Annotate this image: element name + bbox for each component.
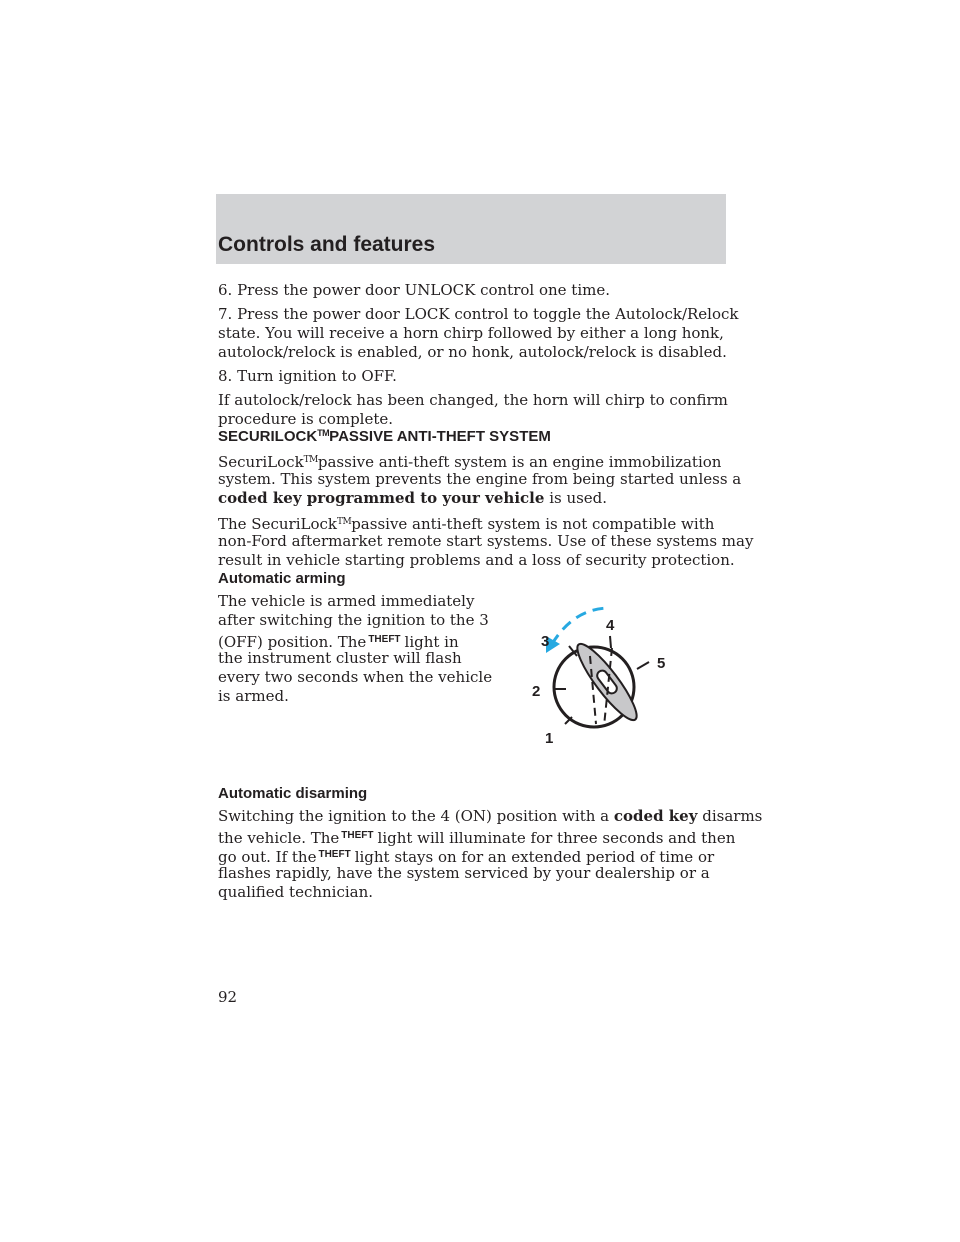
securilock-heading-prefix: SECURILOCK — [218, 428, 318, 445]
step-7-line-2: state. You will receive a horn chirp followed by either a long honk, — [218, 324, 724, 342]
rotation-arrow — [552, 608, 610, 644]
disarming-line-1 — [218, 807, 762, 826]
securilock-heading-suffix: PASSIVE ANTI-THEFT SYSTEM — [329, 428, 551, 445]
step-8: 8. Turn ignition to OFF. — [218, 367, 397, 385]
step-7-line-3: autolock/relock is enabled, or no honk, autolock/relock is disabled. — [218, 343, 727, 361]
confirm-line-2: procedure is complete. — [218, 410, 394, 428]
ignition-diagram-svg — [510, 596, 710, 756]
text-fragment: disarms — [702, 807, 763, 825]
arming-line-2: after switching the ignition to the 3 — [218, 611, 489, 629]
text-fragment: The SecuriLock — [218, 515, 337, 533]
tick-5 — [637, 662, 649, 669]
page-title: Controls and features — [218, 233, 436, 256]
theft-light-label: THEFT — [341, 830, 374, 841]
step-6: 6. Press the power door UNLOCK control one time. — [218, 281, 610, 299]
arming-line-4: the instrument cluster will flash — [218, 649, 462, 667]
securilock-heading — [218, 428, 551, 445]
arming-line-6: is armed. — [218, 687, 289, 705]
text-fragment: go out. If the — [218, 848, 317, 866]
position-label-5: 5 — [657, 655, 666, 672]
securilock-p2-line-1 — [218, 513, 714, 534]
text-fragment: SecuriLock — [218, 453, 304, 471]
text-fragment: is used. — [549, 489, 608, 507]
trademark-mark: TM — [317, 428, 330, 438]
text-fragment: Switching the ignition to the 4 (ON) position with a — [218, 807, 610, 825]
text-fragment: the vehicle. The — [218, 829, 340, 847]
securilock-p1-line-1 — [218, 451, 721, 472]
confirm-line-1: If autolock/relock has been changed, the horn will chirp to confirm — [218, 391, 728, 409]
securilock-p1-line-2: system. This system prevents the engine from being started unless a — [218, 470, 742, 488]
text-fragment: passive anti-theft system is an engine immobilization — [317, 453, 722, 471]
automatic-arming-heading: Automatic arming — [218, 570, 346, 587]
ignition-diagram — [510, 596, 710, 756]
bold-text: coded key — [613, 807, 698, 825]
position-label-4: 4 — [606, 617, 615, 634]
securilock-p1-line-3 — [218, 489, 607, 508]
arming-line-1: The vehicle is armed immediately — [218, 592, 475, 610]
trademark-mark: TM — [336, 517, 352, 527]
automatic-disarming-heading: Automatic disarming — [218, 785, 368, 802]
securilock-p2-line-3: result in vehicle starting problems and a loss of security protection. — [218, 551, 735, 569]
page-number: 92 — [218, 988, 238, 1006]
text-fragment: passive anti-theft system is not compatible with — [351, 515, 715, 533]
text-fragment: light will illuminate for three seconds and then — [377, 829, 736, 847]
tick-4 — [610, 636, 611, 648]
arming-line-5: every two seconds when the vehicle — [218, 668, 493, 686]
theft-light-label: THEFT — [318, 849, 351, 860]
securilock-p2-line-2: non-Ford aftermarket remote start systems. Use of these systems may — [218, 532, 754, 550]
disarming-line-5: qualified technician. — [218, 883, 374, 901]
text-fragment: light in — [404, 633, 459, 651]
text-fragment: light stays on for an extended period of time or — [354, 848, 715, 866]
text-fragment: (OFF) position. The — [218, 633, 367, 651]
position-label-2: 2 — [532, 683, 541, 700]
position-label-1: 1 — [545, 730, 554, 747]
bold-text: coded key programmed to your vehicle — [218, 489, 545, 507]
theft-light-label: THEFT — [368, 634, 401, 645]
step-7-line-1: 7. Press the power door LOCK control to toggle the Autolock/Relock — [218, 305, 739, 323]
trademark-mark: TM — [303, 455, 318, 465]
position-label-3: 3 — [541, 633, 550, 650]
disarming-line-4: flashes rapidly, have the system serviced by your dealership or a — [218, 864, 710, 882]
